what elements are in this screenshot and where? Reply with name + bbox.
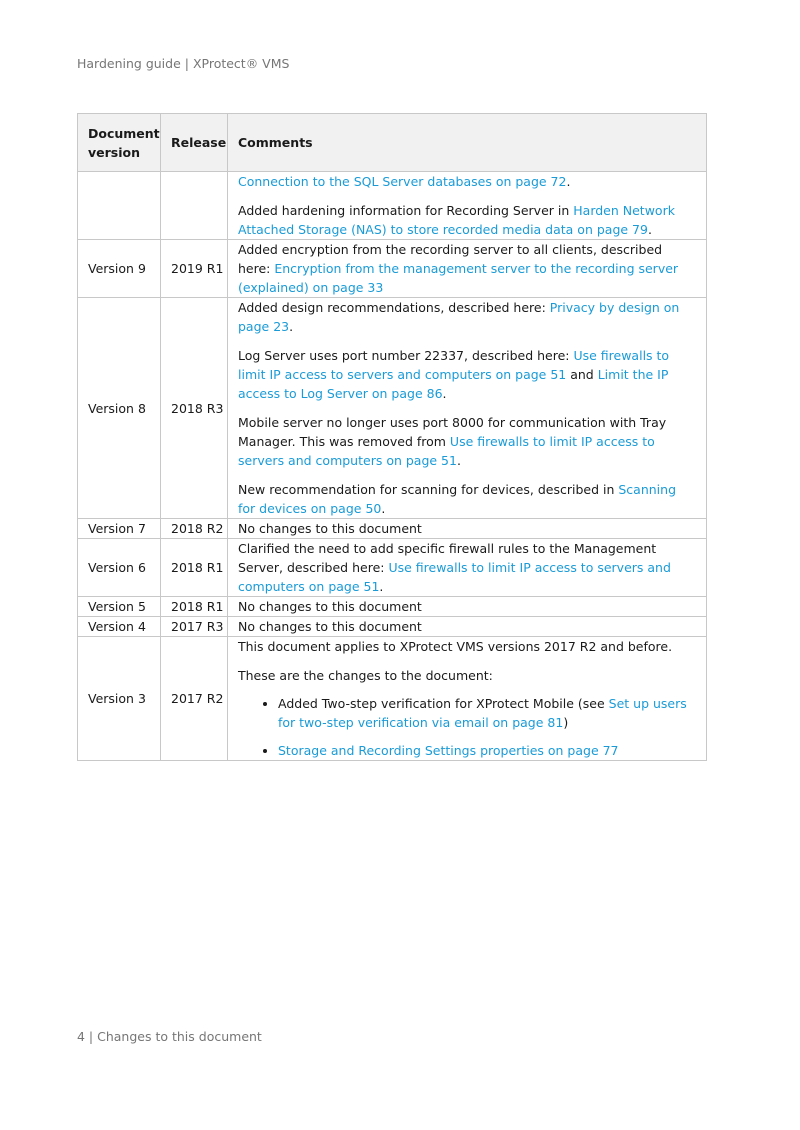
comments-cell <box>228 172 707 240</box>
comment-text: Added hardening information for Recording Server in <box>238 203 574 218</box>
changes-table <box>77 113 707 761</box>
version-cell: Version 6 <box>78 539 161 597</box>
table-row <box>78 637 707 761</box>
comment-paragraph <box>238 539 696 596</box>
comments-cell <box>228 617 707 637</box>
comment-paragraph <box>238 240 696 297</box>
comment-paragraph <box>238 666 696 685</box>
header-document-version: Document version <box>78 114 161 172</box>
comment-text: No changes to this document <box>238 521 422 536</box>
comment-paragraph <box>238 519 696 538</box>
comment-text: No changes to this document <box>238 619 422 634</box>
bullet-list <box>238 694 696 760</box>
comment-text: No changes to this document <box>238 599 422 614</box>
comment-text: . <box>647 222 652 237</box>
comment-text: and <box>566 367 598 382</box>
bullet-item <box>278 694 696 732</box>
comment-text: . <box>289 319 294 334</box>
comment-paragraph <box>238 480 696 518</box>
version-cell: Version 7 <box>78 519 161 539</box>
cross-reference-link[interactable]: Limit the IP access to Log Server on page 86 <box>238 367 669 401</box>
comment-text: Clarified the need to add specific firewall rules to the Management Server, described here: <box>238 541 657 575</box>
comment-text: . <box>456 453 461 468</box>
cross-reference-link[interactable]: Privacy by design on page 23 <box>238 300 680 334</box>
table-row <box>78 539 707 597</box>
header-comments: Comments <box>228 114 707 172</box>
page-footer: 4 | Changes to this document <box>77 1029 262 1044</box>
comment-paragraph <box>238 346 696 403</box>
table-row <box>78 597 707 617</box>
comments-cell <box>228 539 707 597</box>
comment-text: Added design recommendations, described here: <box>238 300 550 315</box>
version-cell: Version 5 <box>78 597 161 617</box>
comment-paragraph <box>238 413 696 470</box>
cross-reference-link[interactable]: Storage and Recording Settings properties on page 77 <box>278 743 619 758</box>
comments-cell <box>228 519 707 539</box>
header-release: Release <box>161 114 228 172</box>
version-cell: Version 4 <box>78 617 161 637</box>
table-row <box>78 519 707 539</box>
cross-reference-link[interactable]: Use firewalls to limit IP access to servers and computers on page 51 <box>238 560 671 594</box>
cross-reference-link[interactable]: Set up users for two-step verification via email on page 81 <box>278 696 687 730</box>
table-row <box>78 240 707 298</box>
comment-paragraph <box>238 637 696 656</box>
cross-reference-link[interactable]: Harden Network Attached Storage (NAS) to store recorded media data on page 79 <box>238 203 675 237</box>
version-cell: Version 3 <box>78 637 161 761</box>
comments-cell <box>228 637 707 761</box>
table-body <box>78 172 707 761</box>
comment-text: Mobile server no longer uses port 8000 for communication with Tray Manager. This was removed from <box>238 415 667 449</box>
version-cell <box>78 172 161 240</box>
release-cell: 2017 R2 <box>161 637 228 761</box>
table-header-row <box>78 114 707 172</box>
comments-cell <box>228 597 707 617</box>
comment-paragraph <box>238 597 696 616</box>
comment-text: Added encryption from the recording server to all clients, described here: <box>238 242 663 276</box>
comment-text: New recommendation for scanning for devices, described in <box>238 482 619 497</box>
release-cell: 2017 R3 <box>161 617 228 637</box>
page-header: Hardening guide | XProtect® VMS <box>77 56 290 71</box>
release-cell: 2018 R2 <box>161 519 228 539</box>
release-cell: 2018 R1 <box>161 539 228 597</box>
table-row <box>78 298 707 519</box>
cross-reference-link[interactable]: Encryption from the management server to the recording server (explained) on page 33 <box>238 261 679 295</box>
version-cell: Version 9 <box>78 240 161 298</box>
comment-text: Log Server uses port number 22337, described here: <box>238 348 574 363</box>
comment-paragraph <box>238 298 696 336</box>
comment-text: . <box>566 174 571 189</box>
comment-paragraph <box>238 201 696 239</box>
cross-reference-link[interactable]: Use firewalls to limit IP access to servers and computers on page 51 <box>238 434 655 468</box>
version-cell: Version 8 <box>78 298 161 519</box>
comment-paragraph <box>238 617 696 636</box>
comment-text: Added Two-step verification for XProtect Mobile (see <box>278 696 609 711</box>
cross-reference-link[interactable]: Connection to the SQL Server databases on page 72 <box>238 174 567 189</box>
comment-text: . <box>379 579 384 594</box>
comment-paragraph <box>238 172 696 191</box>
release-cell: 2018 R3 <box>161 298 228 519</box>
cross-reference-link[interactable]: Scanning for devices on page 50 <box>238 482 677 516</box>
comments-cell <box>228 240 707 298</box>
comment-text: . <box>381 501 386 516</box>
bullet-item <box>278 741 696 760</box>
comment-text: . <box>442 386 447 401</box>
comments-cell <box>228 298 707 519</box>
table-row <box>78 172 707 240</box>
table-row <box>78 617 707 637</box>
comment-text: This document applies to XProtect VMS versions 2017 R2 and before. <box>238 639 673 654</box>
release-cell: 2018 R1 <box>161 597 228 617</box>
release-cell: 2019 R1 <box>161 240 228 298</box>
comment-text: ) <box>563 715 569 730</box>
comment-text: These are the changes to the document: <box>238 668 493 683</box>
release-cell <box>161 172 228 240</box>
cross-reference-link[interactable]: Use firewalls to limit IP access to servers and computers on page 51 <box>238 348 670 382</box>
